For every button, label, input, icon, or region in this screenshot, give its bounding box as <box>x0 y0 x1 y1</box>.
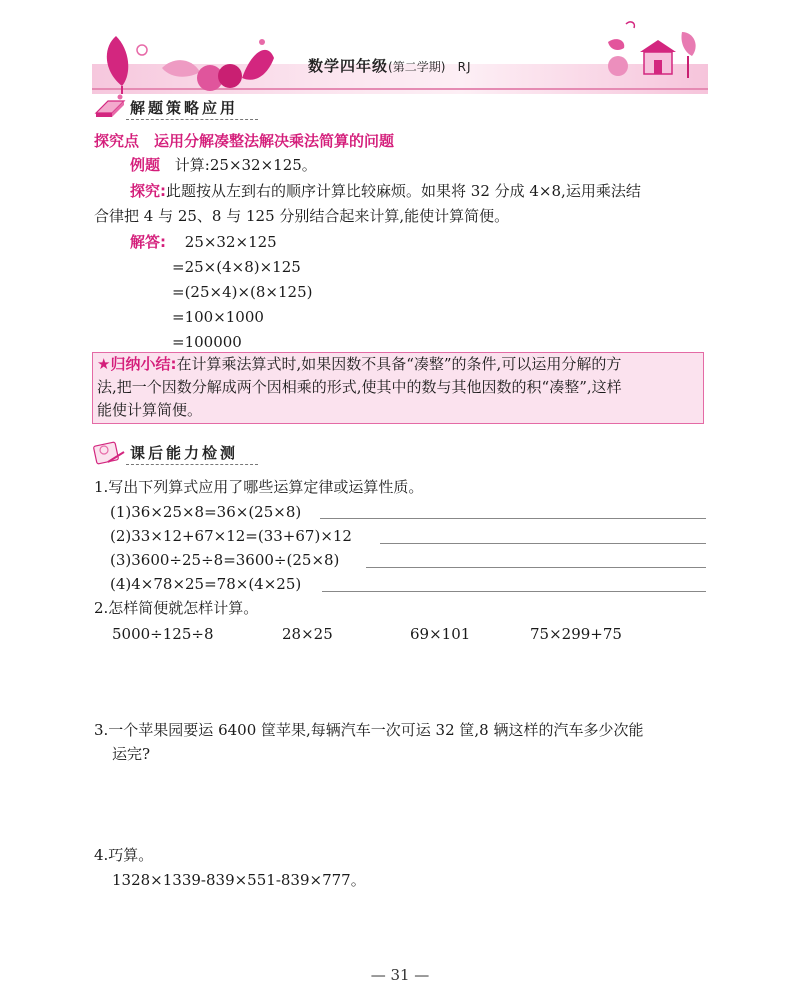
section-title: 解题策略应用 <box>130 99 239 117</box>
section-underline <box>126 119 258 121</box>
q1-item: (1)36×25×8=36×(25×8) <box>110 503 302 521</box>
question-3-line-2: 运完? <box>112 745 151 763</box>
question-3-line-1: 3.一个苹果园要运 6400 筐苹果,每辆汽车一次可运 32 筐,8 辆这样的汽车多少次能 <box>94 721 644 739</box>
book-semester: (第二学期) <box>388 60 446 74</box>
question-4-expression: 1328×1339-839×551-839×777。 <box>112 871 366 889</box>
explore-text-1: 此题按从左到右的顺序计算比较麻烦。如果将 32 分成 4×8,运用乘法结 <box>166 182 641 200</box>
q1-item: (4)4×78×25=78×(4×25) <box>110 575 302 593</box>
q2-expression: 28×25 <box>282 625 333 643</box>
example-label: 例题 <box>130 156 161 174</box>
section-heading-practice <box>92 438 292 466</box>
answer-line-0 <box>130 231 277 254</box>
answer-label: 解答: <box>130 233 166 251</box>
q1-answer-line[interactable] <box>320 518 706 519</box>
answer-step: =25×(4×8)×125 <box>172 258 301 276</box>
page-header <box>0 0 800 100</box>
flower-decoration-icon <box>92 28 282 94</box>
q1-answer-line[interactable] <box>380 543 706 544</box>
summary-box <box>92 352 704 424</box>
q1-item: (2)33×12+67×12=(33+67)×12 <box>110 527 352 545</box>
q2-expression: 5000÷125÷8 <box>112 625 214 643</box>
question-1-prompt: 1.写出下列算式应用了哪些运算定律或运算性质。 <box>94 478 424 496</box>
section-underline <box>126 464 258 466</box>
question-4-prompt: 4.巧算。 <box>94 846 154 864</box>
explore-label: 探究: <box>130 182 166 200</box>
pencil-card-icon <box>92 438 128 466</box>
q2-expression: 75×299+75 <box>530 625 622 643</box>
explore-point-title: 探究点 运用分解凑整法解决乘法简算的问题 <box>94 132 395 150</box>
q1-item: (3)3600÷25÷8=3600÷(25×8) <box>110 551 340 569</box>
summary-line-1 <box>97 353 621 376</box>
open-book-icon <box>92 93 128 121</box>
summary-label: ★归纳小结: <box>97 355 177 373</box>
question-2-prompt: 2.怎样简便就怎样计算。 <box>94 599 259 617</box>
answer-step: 25×32×125 <box>184 233 277 251</box>
example-text: 计算:25×32×125。 <box>174 156 317 174</box>
section-title: 课后能力检测 <box>130 444 239 462</box>
q2-expression: 69×101 <box>410 625 471 643</box>
explore-line-1 <box>130 180 641 203</box>
q1-answer-line[interactable] <box>322 591 706 592</box>
answer-step: =100000 <box>172 333 242 351</box>
explore-line-2: 合律把 4 与 25、8 与 125 分别结合起来计算,能使计算简便。 <box>94 207 510 225</box>
book-title: 数学四年级(第二学期) RJ <box>308 57 472 75</box>
house-decoration-icon <box>596 12 708 94</box>
page-number: — 31 — <box>370 966 430 984</box>
answer-step: =(25×4)×(8×125) <box>172 283 313 301</box>
answer-step: =100×1000 <box>172 308 264 326</box>
section-heading-strategy <box>92 93 292 121</box>
q1-answer-line[interactable] <box>366 567 706 568</box>
book-edition: RJ <box>457 60 472 74</box>
summary-line-2: 法,把一个因数分解成两个因相乘的形式,使其中的数与其他因数的积“凑整”,这样 <box>97 378 622 396</box>
summary-line-3: 能使计算简便。 <box>97 401 203 419</box>
example-line <box>130 154 317 177</box>
summary-text-1: 在计算乘法算式时,如果因数不具备“凑整”的条件,可以运用分解的方 <box>176 355 622 373</box>
